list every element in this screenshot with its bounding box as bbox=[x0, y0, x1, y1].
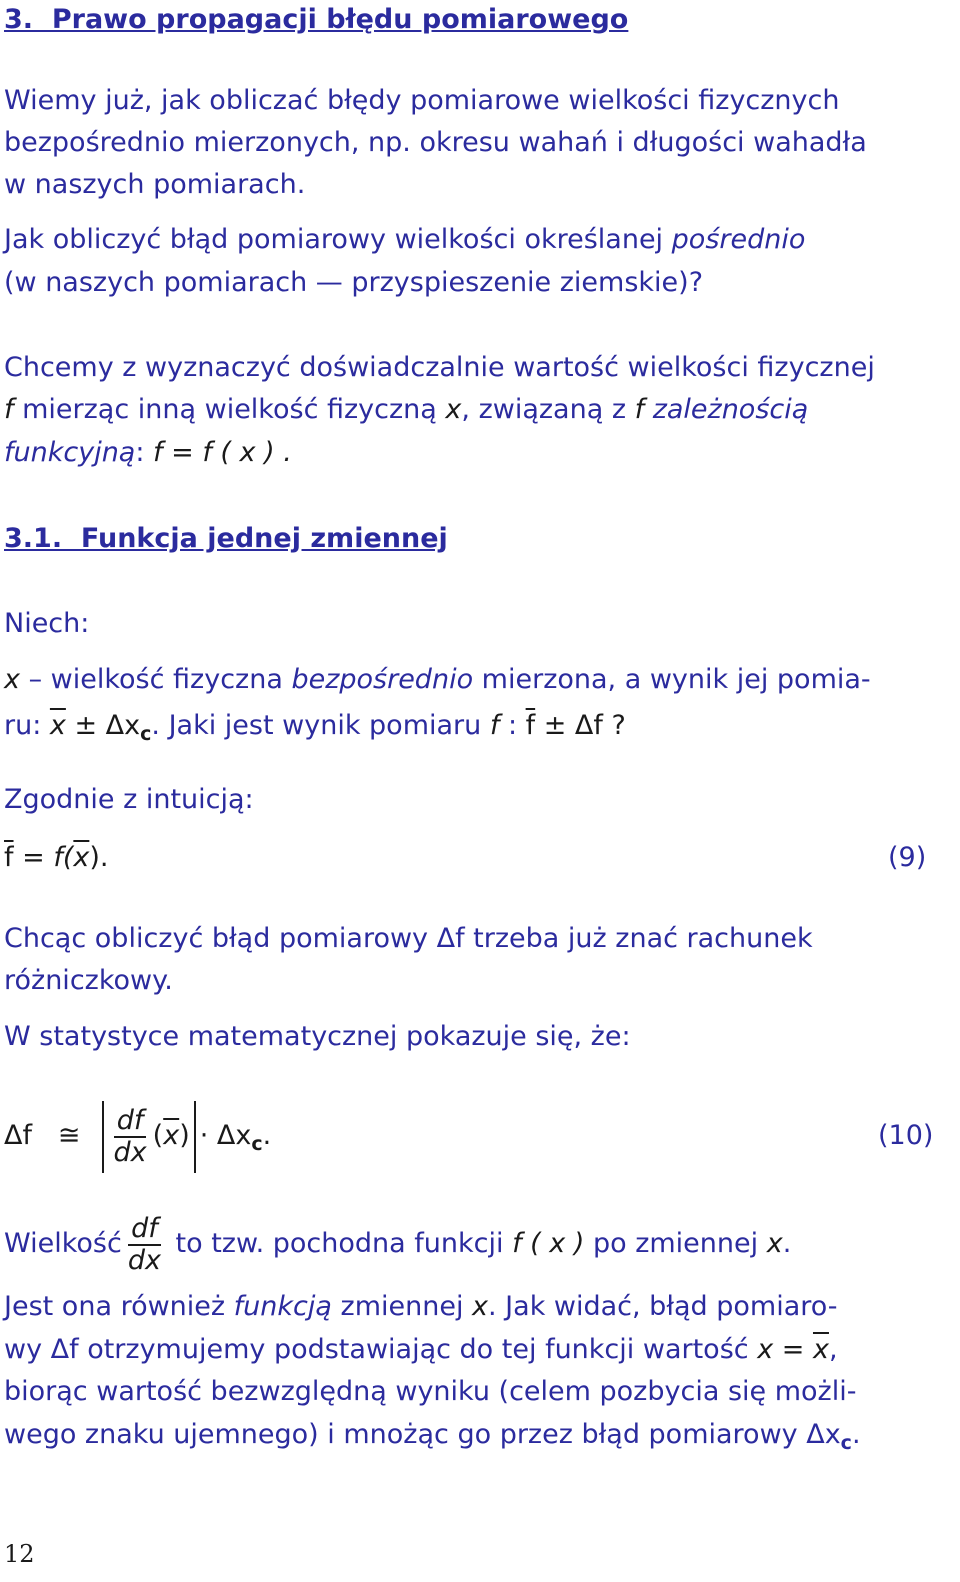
abs-bar-right bbox=[194, 1101, 196, 1173]
equation-9: $\overline{f} = f(\overline{x})$. bbox=[4, 842, 109, 873]
paragraph-line: Jest ona również funkcją zmiennej x. Jak widać, błąd pomiaro- bbox=[4, 1291, 838, 1322]
equation-number: (10) bbox=[878, 1120, 934, 1151]
paragraph-line: W statystyce matematycznej pokazuje się, że: bbox=[4, 1021, 631, 1052]
derivative-fraction: $\frac{df}{dx}$ bbox=[113, 1104, 147, 1168]
paragraph-line: Chcemy z wyznaczyć doświadczalnie wartość wielkości fizycznej bbox=[4, 352, 875, 383]
subsection-heading: 3.1. Funkcja jednej zmiennej bbox=[4, 523, 448, 554]
paragraph-line: Niech: bbox=[4, 608, 90, 639]
paragraph-line: ru: $\overline{x} \pm \Delta x_c$. Jaki jest wynik pomiaru f : $\overline{f} \pm \Delta f$ ? bbox=[4, 710, 626, 745]
paragraph-line: biorąc wartość bezwzględną wyniku (celem pozbycia się możli- bbox=[4, 1376, 857, 1407]
paragraph-line: f mierząc inną wielkość fizyczną x, związaną z f zależnością bbox=[4, 394, 809, 425]
section-heading: 3. Prawo propagacji błędu pomiarowego bbox=[4, 4, 629, 35]
paragraph-line: Jak obliczyć błąd pomiarowy wielkości określanej pośrednio bbox=[4, 224, 806, 255]
paragraph-line: (w naszych pomiarach — przyspieszenie ziemskie)? bbox=[4, 267, 704, 298]
paragraph-line: w naszych pomiarach. bbox=[4, 169, 306, 200]
paragraph-line: wego znaku ujemnego) i mnożąc go przez błąd pomiarowy $\Delta x_c$. bbox=[4, 1419, 861, 1454]
paragraph-line: różniczkowy. bbox=[4, 965, 173, 996]
paragraph-line: Zgodnie z intuicją: bbox=[4, 784, 254, 815]
paragraph-line: Chcąc obliczyć błąd pomiarowy Δf trzeba już znać rachunek bbox=[4, 923, 813, 954]
paragraph-line: Wielkość $\frac{df}{dx}$ to tzw. pochodna funkcji f ( x ) po zmiennej x. bbox=[4, 1212, 792, 1276]
paragraph-line: bezpośrednio mierzonych, np. okresu wahań i długości wahadła bbox=[4, 127, 867, 158]
equation-number: (9) bbox=[888, 842, 927, 873]
paragraph-line: funkcyjną: f = f ( x ) . bbox=[4, 437, 292, 468]
page-number: 12 bbox=[4, 1540, 35, 1568]
equation-f-of-x: f = f ( x ) . bbox=[153, 437, 292, 468]
equation-10: Δf ≅ $\frac{df}{dx}$ $(\overline{x}) \cdot \Delta x_c$. bbox=[4, 1096, 271, 1184]
paragraph-line: Wiemy już, jak obliczać błędy pomiarowe wielkości fizycznych bbox=[4, 85, 840, 116]
paragraph-line: x – wielkość fizyczna bezpośrednio mierzona, a wynik jej pomia- bbox=[4, 664, 871, 695]
derivative-fraction: $\frac{df}{dx}$ bbox=[127, 1212, 161, 1276]
abs-bar-left bbox=[102, 1101, 104, 1173]
paragraph-line: wy Δf otrzymujemy podstawiając do tej funkcji wartość $x = \overline{x}$, bbox=[4, 1334, 838, 1365]
